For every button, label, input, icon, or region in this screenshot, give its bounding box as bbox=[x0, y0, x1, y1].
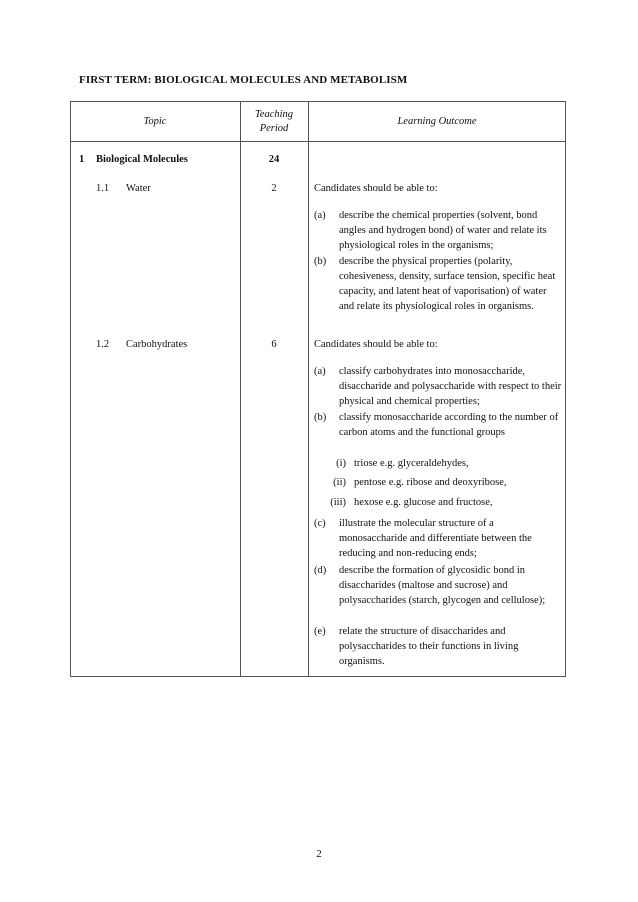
sub-item-label: (iii) bbox=[330, 497, 346, 508]
section-number: 1 bbox=[79, 154, 85, 165]
header-divider bbox=[70, 141, 566, 142]
section-title: Biological Molecules bbox=[96, 154, 188, 165]
outcome-label: (e) bbox=[314, 626, 326, 637]
topic-number: 1.1 bbox=[96, 183, 110, 194]
column-header-learning-outcome: Learning Outcome bbox=[397, 116, 477, 127]
outcome-label: (b) bbox=[314, 412, 327, 423]
sub-item-text: pentose e.g. ribose and deoxyribose, bbox=[354, 477, 507, 488]
sub-item-text: hexose e.g. glucose and fructose, bbox=[354, 497, 493, 508]
page-heading: FIRST TERM: BIOLOGICAL MOLECULES AND METABOLISM bbox=[79, 74, 408, 86]
outcome-text: describe the formation of glycosidic bond in disaccharides (maltose and sucrose) and polysaccharides (starch, glycogen and cellulose); bbox=[339, 565, 546, 606]
outcome-label: (c) bbox=[314, 518, 326, 529]
outcome-label: (a) bbox=[314, 210, 326, 221]
topic-title: Water bbox=[126, 183, 151, 194]
sub-item-text: triose e.g. glyceraldehydes, bbox=[354, 458, 469, 469]
page-number: 2 bbox=[316, 848, 322, 860]
outcome-intro: Candidates should be able to: bbox=[314, 339, 438, 350]
outcome-text: illustrate the molecular structure of a monosaccharide and differentiate between the reducing and non-reducing ends; bbox=[339, 518, 532, 559]
topic-period: 6 bbox=[271, 339, 277, 350]
topic-number: 1.2 bbox=[96, 339, 110, 350]
sub-item-label: (ii) bbox=[333, 477, 346, 488]
outcome-label: (b) bbox=[314, 256, 327, 267]
column-header-topic: Topic bbox=[143, 116, 167, 127]
outcome-text: relate the structure of disaccharides and polysaccharides to their functions in living organisms. bbox=[339, 626, 519, 667]
outcome-intro: Candidates should be able to: bbox=[314, 183, 438, 194]
outcome-text: describe the physical properties (polarity, cohesiveness, density, surface tension, specific heat capacity, and latent heat of vaporisation) of water and relate its physiological roles in organisms. bbox=[339, 256, 556, 312]
outcome-label: (d) bbox=[314, 565, 327, 576]
topic-period: 2 bbox=[271, 183, 277, 194]
topic-title: Carbohydrates bbox=[126, 339, 188, 350]
outcome-text: classify carbohydrates into monosaccharide, disaccharide and polysaccharide with respect to their physical and chemical properties; bbox=[339, 366, 562, 407]
sub-item-label: (i) bbox=[336, 458, 346, 469]
section-period: 24 bbox=[268, 154, 280, 165]
column-header-teaching-period: Teaching Period bbox=[254, 109, 294, 134]
outcome-label: (a) bbox=[314, 366, 326, 377]
column-divider-2 bbox=[308, 101, 309, 677]
outcome-text: classify monosaccharide according to the number of carbon atoms and the functional groups bbox=[339, 412, 559, 438]
outcome-text: describe the chemical properties (solvent, bond angles and hydrogen bond) of water and relate its physiological roles in the organisms; bbox=[339, 210, 547, 251]
